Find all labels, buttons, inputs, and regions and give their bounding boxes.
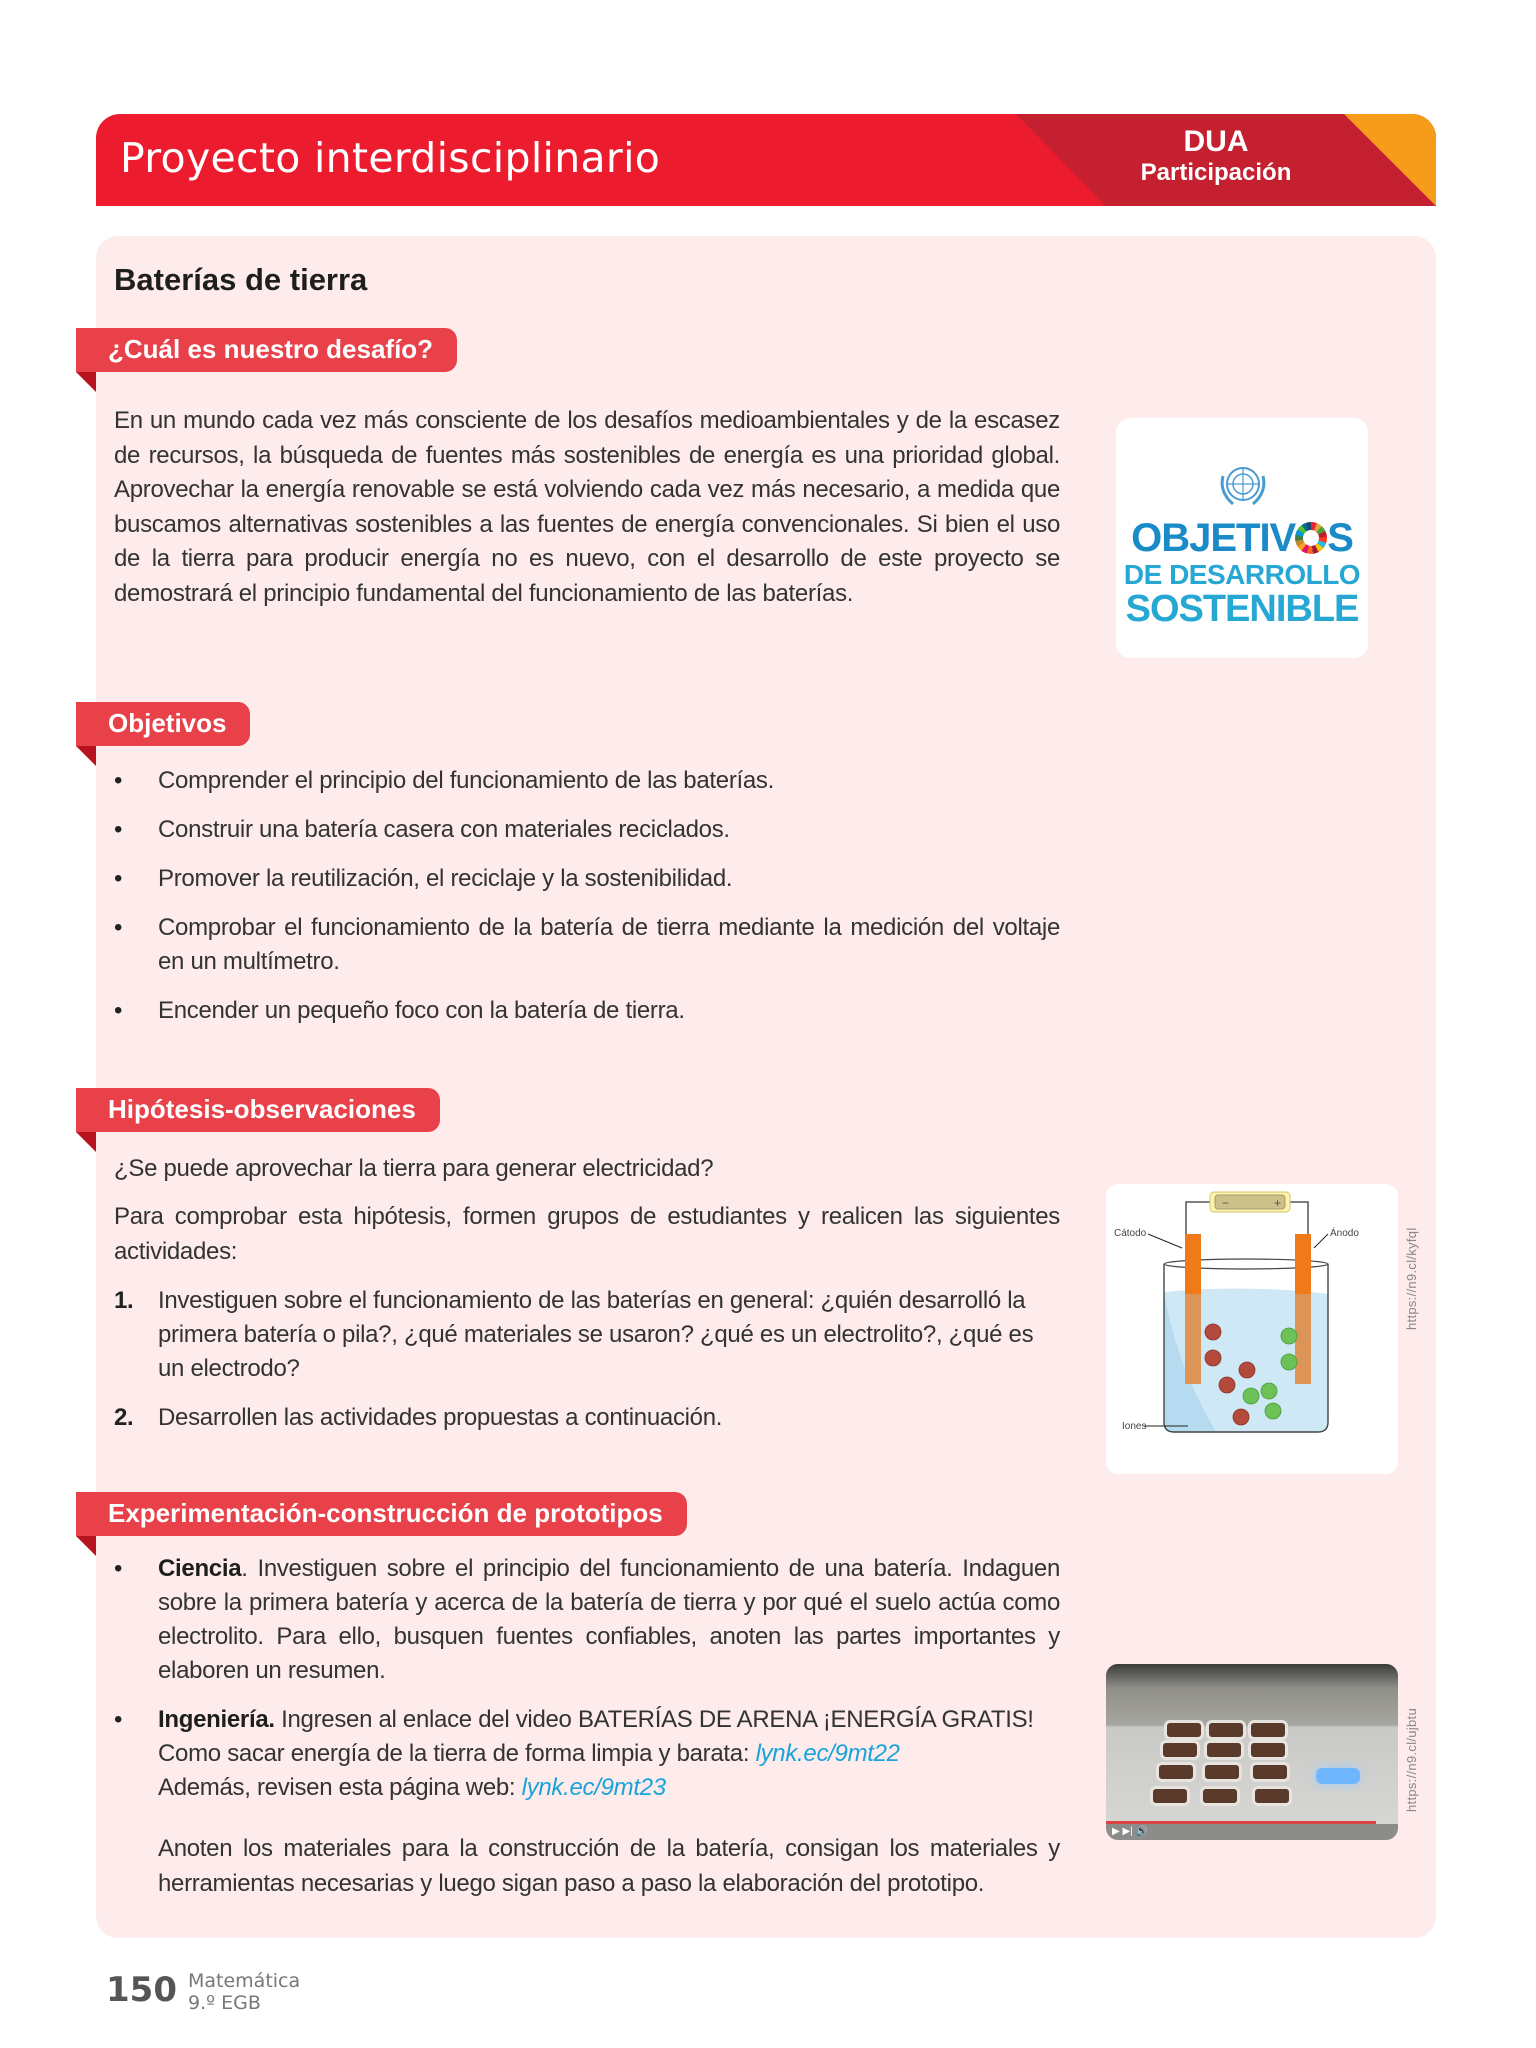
svg-text:−: − [1222, 1196, 1230, 1210]
diagram-source-url[interactable]: https://n9.cl/kyfql [1404, 1227, 1419, 1330]
step-item [114, 1284, 1060, 1386]
battery-diagram-image [1106, 1184, 1398, 1474]
sdg-color-wheel-icon [1295, 522, 1327, 554]
footer-subject [188, 1970, 300, 2014]
objective-item: • Encender un pequeño foco con la batería de tierra. [114, 994, 1060, 1028]
engineering-followup: Anoten los materiales para la construcción de la batería, consigan los materiales y herramientas necesarias y luego sigan paso a paso la elaboración del prototipo. [158, 1835, 1060, 1897]
dua-title: DUA [1183, 125, 1249, 158]
experimentation-list [114, 1552, 1060, 1805]
subject-name: Matemática [188, 1970, 301, 1992]
objective-item: • Promover la reutilización, el reciclaje y la sostenibilidad. [114, 862, 1060, 896]
engineering-text-1: Ingresen al enlace del video BATERÍAS DE ARENA ¡ENERGÍA GRATIS! Como sacar energía de la tierra de forma limpia y barata: [158, 1706, 1034, 1767]
soil-cells [1154, 1720, 1294, 1828]
webpage-link[interactable]: lynk.ec/9mt23 [521, 1774, 666, 1801]
step-item [114, 1401, 1060, 1435]
page-title: Baterías de tierra [114, 262, 368, 297]
svg-text:Cátodo: Cátodo [1114, 1228, 1147, 1239]
sdg-title-line3: SOSTENIBLE [1125, 588, 1359, 630]
step-text: Desarrollen las actividades propuestas a continuación. [158, 1404, 723, 1431]
svg-text:Ánodo: Ánodo [1330, 1228, 1359, 1239]
challenge-paragraph: En un mundo cada vez más consciente de los desafíos medioambientales y de la escasez de recursos, la búsqueda de fuentes más sostenibles de energía es una prioridad global. Aprovechar la energía renovable se está volviendo cada vez más necesario, a medida que buscamos alternativas sostenibles a las fuentes de energía convencionales. Si bien el uso de la tierra para producir energía no es nuevo, con el desarrollo de este proyecto se demostrará el principio fundamental del funcionamiento de las baterías. [114, 407, 1060, 607]
video-thumbnail[interactable] [1106, 1664, 1398, 1840]
page-number: 150 [106, 1970, 177, 2010]
science-label: Ciencia [158, 1555, 242, 1582]
engineering-item [114, 1703, 1060, 1805]
grade-level: 9.º EGB [188, 1992, 261, 2014]
hypothesis-question: ¿Se puede aprovechar la tierra para generar electricidad? [114, 1155, 714, 1182]
led-light [1316, 1768, 1360, 1784]
section-tab-objectives: Objetivos [76, 702, 250, 746]
hypothesis-intro: Para comprobar esta hipótesis, formen grupos de estudiantes y realicen las siguientes actividades: [114, 1203, 1060, 1265]
dua-subtitle: Participación [1140, 159, 1292, 186]
objective-item: • Comprobar el funcionamiento de la batería de tierra mediante la medición del voltaje en un multímetro. [114, 911, 1060, 979]
header-banner [96, 114, 1436, 206]
video-link[interactable]: lynk.ec/9mt22 [755, 1740, 900, 1767]
section-tab-hypothesis: Hipótesis-observaciones [76, 1088, 440, 1132]
svg-text:Iones: Iones [1122, 1421, 1147, 1432]
svg-text:+: + [1274, 1196, 1282, 1210]
video-background [1106, 1664, 1398, 1724]
step-text: Investiguen sobre el funcionamiento de las baterías en general: ¿quién desarrolló la primera batería o pila?, ¿qué materiales se usaron? ¿qué es un electrolito?, ¿qué es un electrodo? [158, 1287, 1034, 1382]
banner-title: Proyecto interdisciplinario [120, 134, 661, 182]
science-text: . Investiguen sobre el principio del funcionamiento de una batería. Indaguen sobre la primera batería y acerca de la batería de tierra y por qué el suelo actúa como electrolito. Para ello, busquen fuentes confiables, anoten las partes importantes y elaboren un resumen. [158, 1555, 1060, 1684]
sdg-title-line1: OBJETIV S [1131, 516, 1353, 560]
hypothesis-steps [114, 1284, 1060, 1435]
section-tab-experimentation: Experimentación-construcción de prototipos [76, 1492, 687, 1536]
objective-item: • Comprender el principio del funcionamiento de las baterías. [114, 764, 1060, 798]
video-controls[interactable]: ▶ ▶| 🔊 [1106, 1824, 1398, 1840]
engineering-label: Ingeniería. [158, 1706, 275, 1733]
sdg-logo-image [1116, 418, 1368, 658]
objectives-list [114, 764, 1060, 1028]
electrochemical-cell-diagram [1106, 1184, 1398, 1474]
dua-badge [1136, 126, 1296, 188]
video-source-url[interactable]: https://n9.cl/ujbtu [1404, 1708, 1419, 1812]
sdg-title-line2: DE DESARROLLO [1123, 559, 1361, 590]
objective-item: • Construir una batería casera con materiales reciclados. [114, 813, 1060, 847]
step-number: 2. [114, 1404, 134, 1431]
step-number: 1. [114, 1287, 134, 1314]
section-tab-challenge: ¿Cuál es nuestro desafío? [76, 328, 457, 372]
science-item [114, 1552, 1060, 1688]
un-emblem-icon [1215, 462, 1271, 512]
engineering-text-2: Además, revisen esta página web: [158, 1774, 522, 1801]
